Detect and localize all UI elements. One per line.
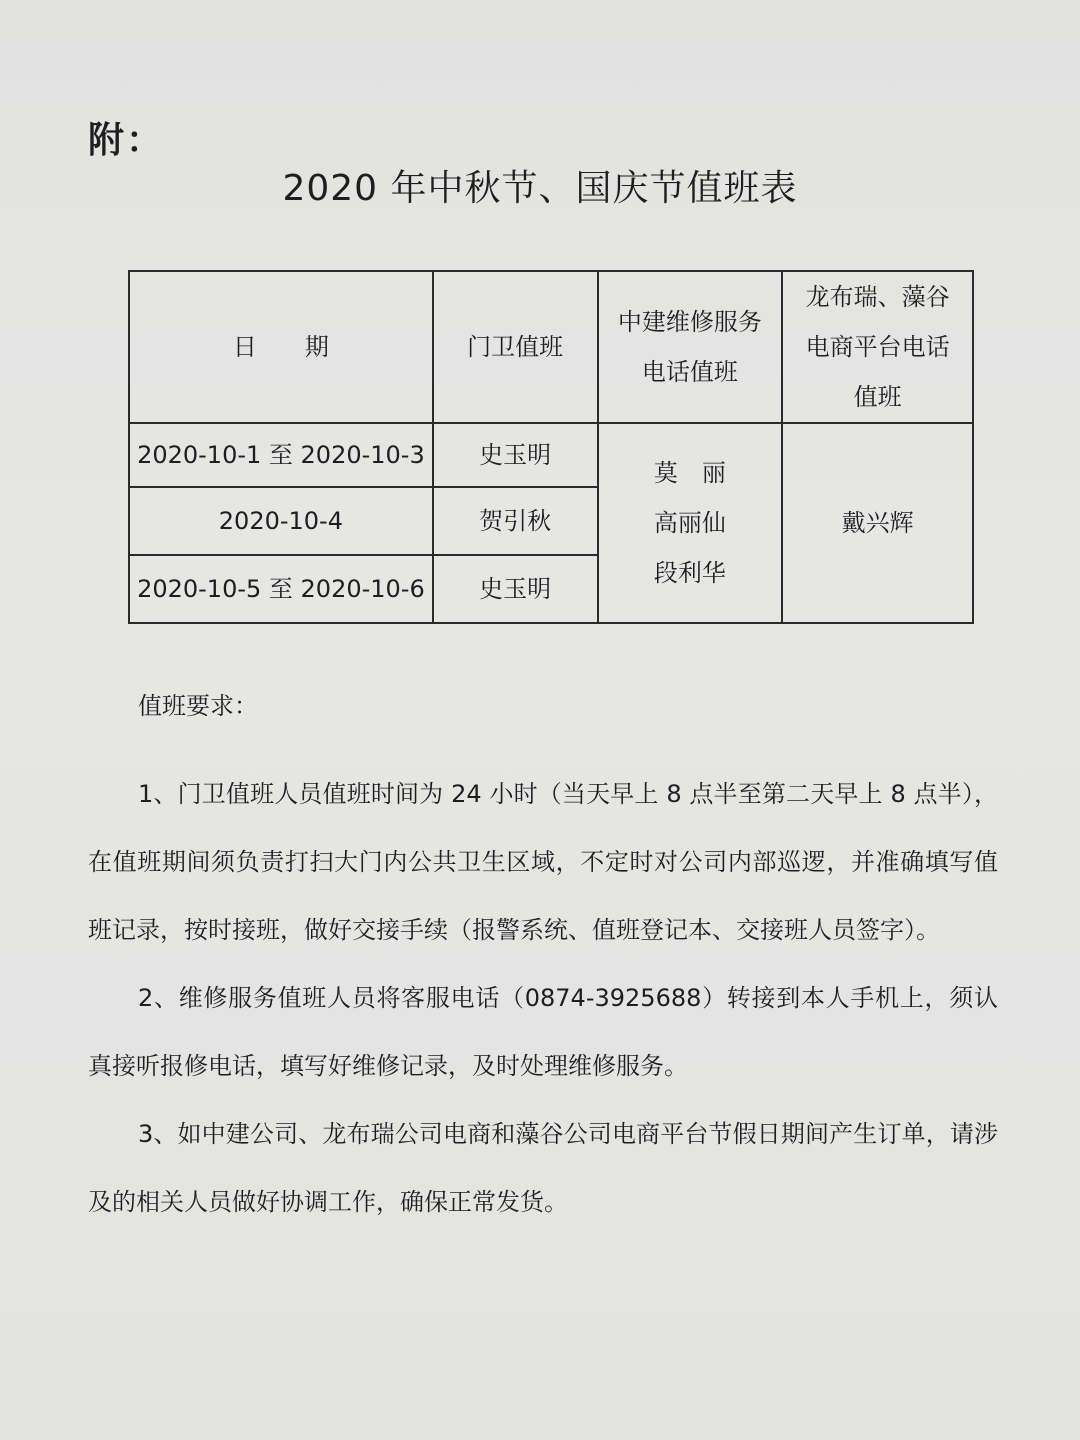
duty-schedule-table [128,270,974,624]
document-title: 2020 年中秋节、国庆节值班表 [282,168,798,209]
cell-date: 2020-10-4 [129,487,433,555]
requirement-item: 3、如中建公司、龙布瑞公司电商和藻谷公司电商平台节假日期间产生订单，请涉及的相关人员做好协调工作，确保正常发货。 [88,1120,998,1216]
header-ecom-line3: 值班 [853,383,902,411]
duty-requirements [88,690,998,1236]
header-ecom-duty [782,271,973,423]
header-repair-duty [598,271,783,423]
cell-gate: 史玉明 [433,423,598,487]
table-row [129,423,973,487]
header-gate-duty: 门卫值班 [433,271,598,423]
repair-staff-name: 莫 丽 [653,459,726,487]
header-date: 日 期 [129,271,433,423]
cell-ecom-staff: 戴兴辉 [782,423,973,623]
cell-date: 2020-10-5 至 2020-10-6 [129,555,433,623]
table-header-row [129,271,973,423]
header-ecom-line2: 电商平台电话 [805,333,950,361]
header-repair-line1: 中建维修服务 [617,308,762,336]
requirement-item: 2、维修服务值班人员将客服电话（0874-3925688）转接到本人手机上，须认真接听报修电话，填写好维修记录，及时处理维修服务。 [88,984,998,1080]
requirement-item: 1、门卫值班人员值班时间为 24 小时（当天早上 8 点半至第二天早上 8 点半），在值班期间须负责打扫大门内公共卫生区域，不定时对公司内部巡逻，并准确填写值班记录，按时接班，做好交接手续（报警系统、值班登记本、交接班人员签字）。 [88,780,998,944]
cell-gate: 史玉明 [433,555,598,623]
requirements-heading: 值班要求： [138,692,258,720]
repair-staff-name: 段利华 [653,559,726,587]
repair-staff-name: 高丽仙 [653,509,726,537]
cell-gate: 贺引秋 [433,487,598,555]
header-ecom-line1: 龙布瑞、藻谷 [805,283,950,311]
attachment-label: 附： [88,119,165,161]
cell-date: 2020-10-1 至 2020-10-3 [129,423,433,487]
cell-repair-staff [598,423,783,623]
header-repair-line2: 电话值班 [641,358,738,386]
